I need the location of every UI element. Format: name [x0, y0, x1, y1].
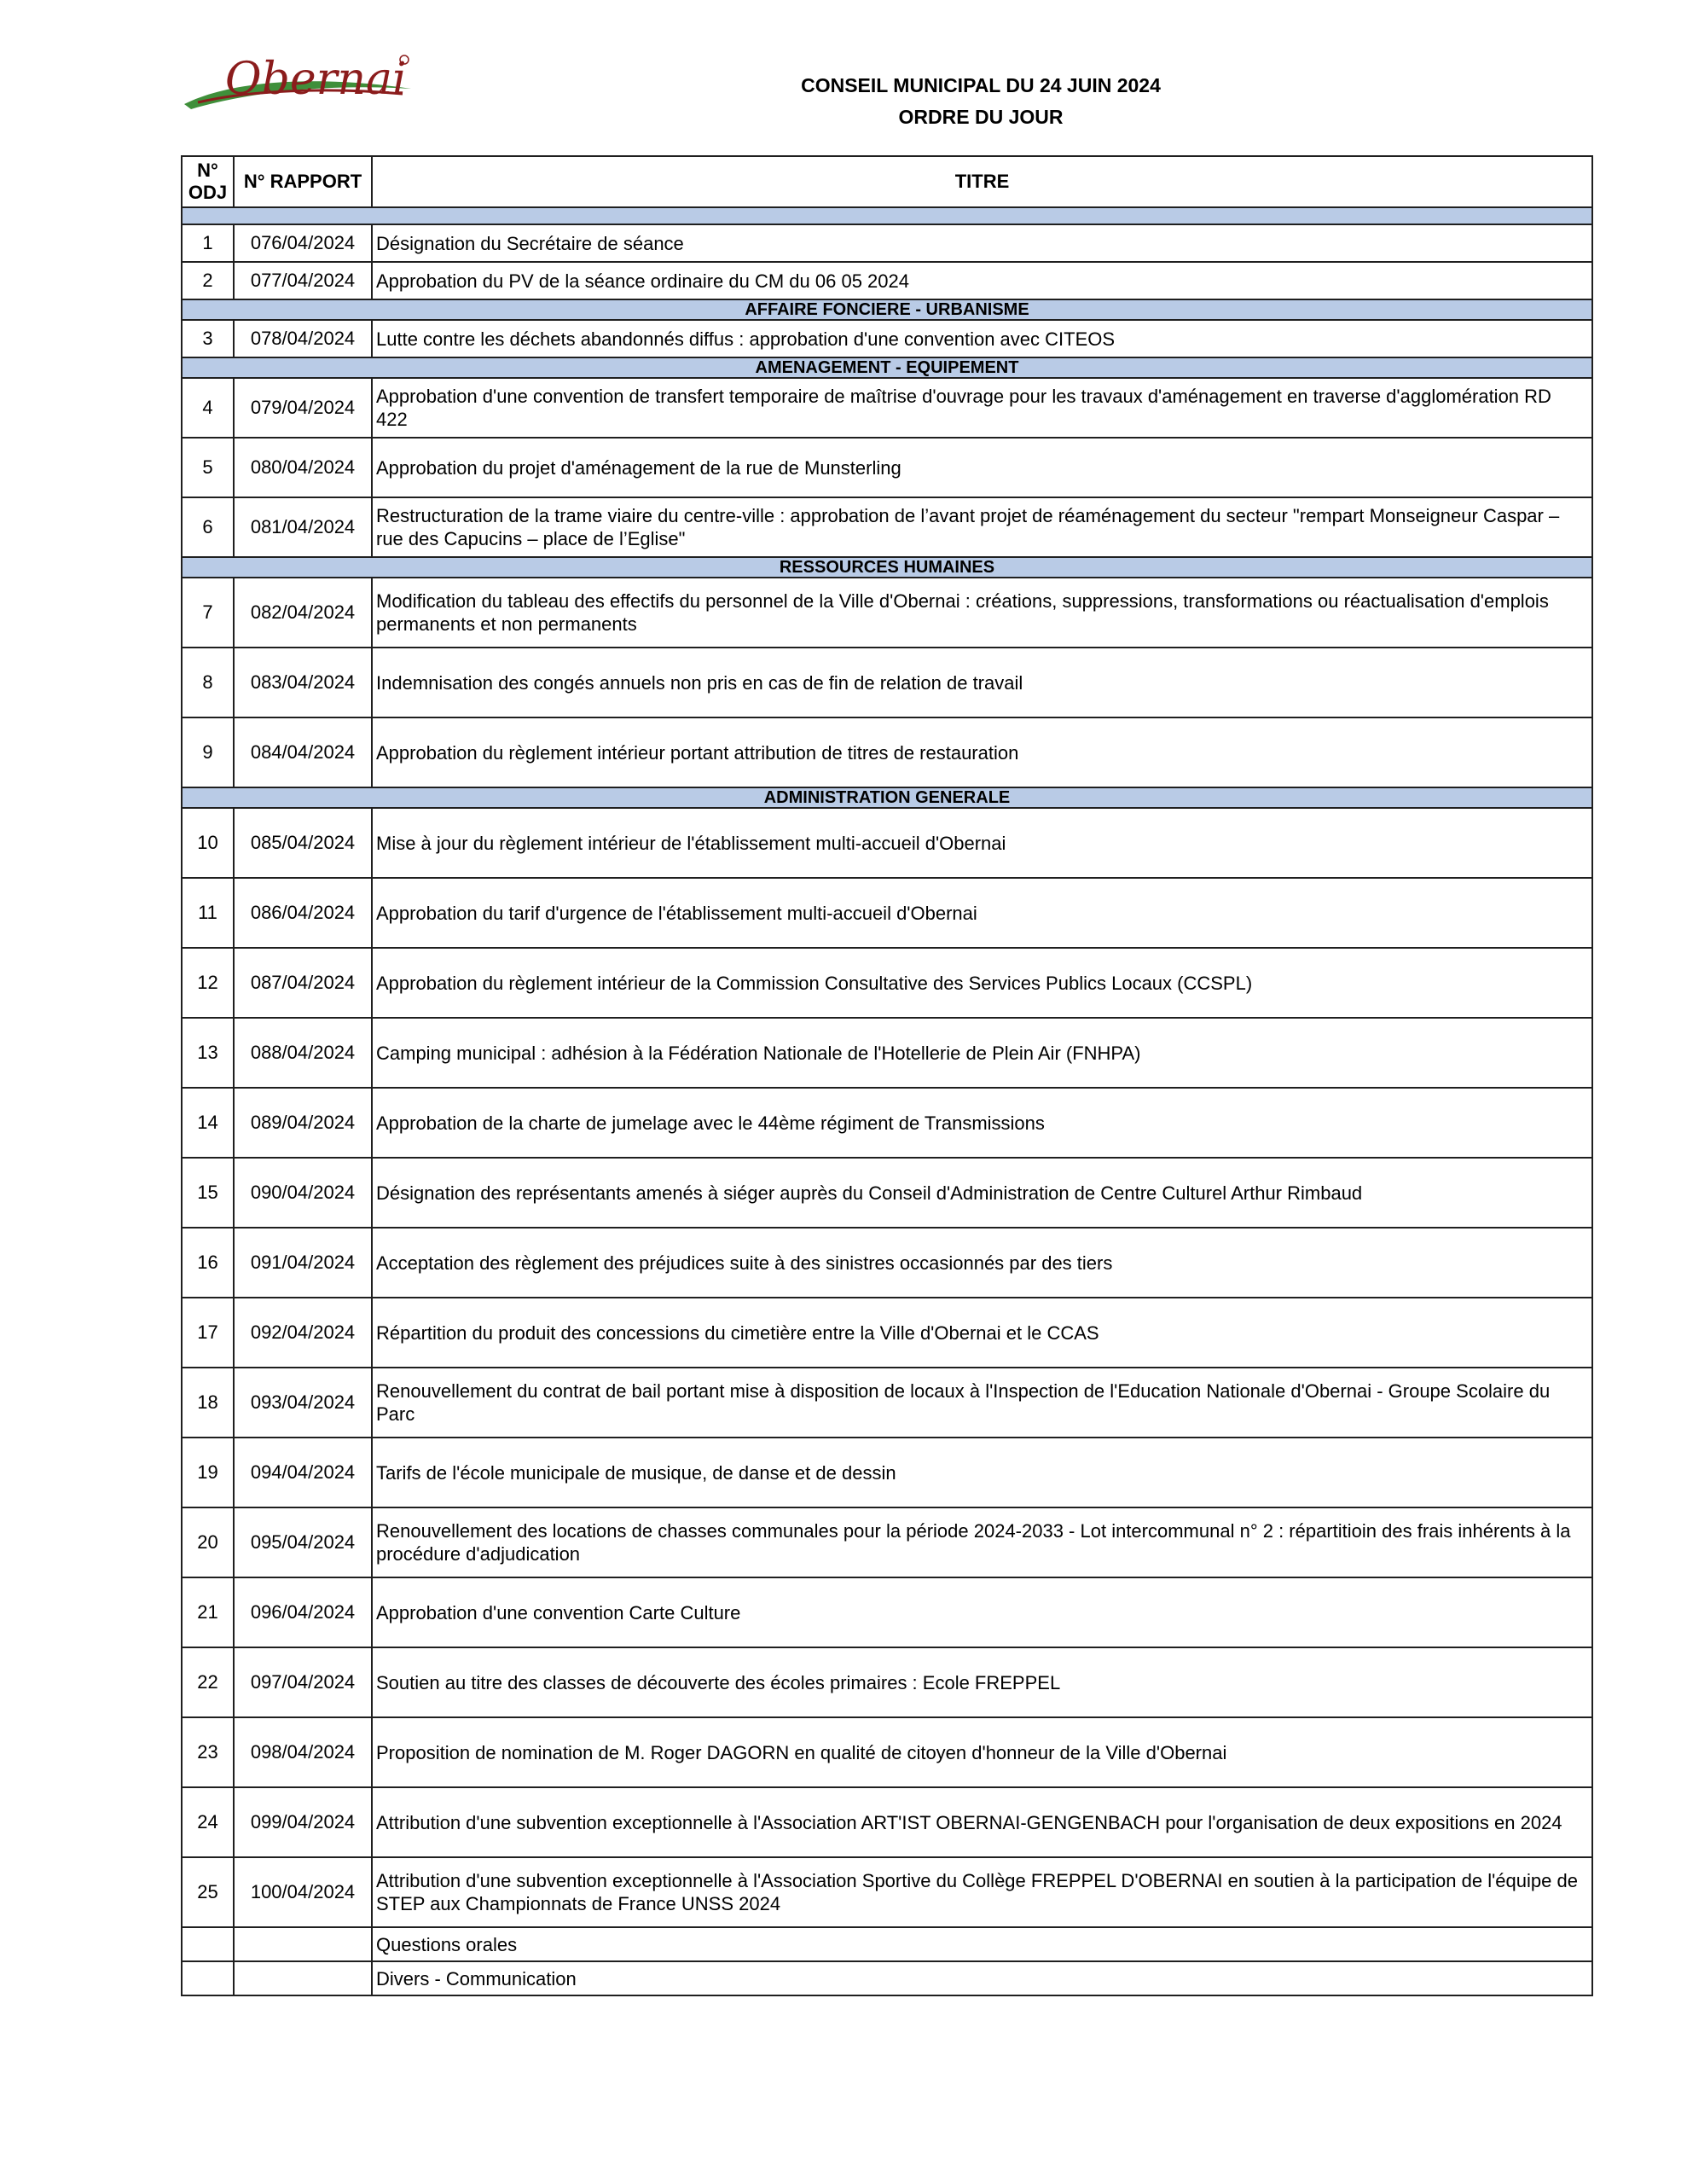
odj-number: 14 — [182, 1088, 234, 1158]
agenda-row — [182, 1857, 1592, 1927]
column-header-rapport: N° RAPPORT — [234, 156, 372, 207]
agenda-title: Approbation du règlement intérieur portant attribution de titres de restauration — [372, 717, 1592, 787]
agenda-title: ORDRE DU JOUR — [898, 106, 1064, 128]
agenda-row — [182, 578, 1592, 648]
agenda-row — [182, 320, 1592, 357]
agenda-title: Proposition de nomination de M. Roger DAGORN en qualité de citoyen d'honneur de la Ville d'Obernai — [372, 1717, 1592, 1787]
rapport-number — [234, 1927, 372, 1961]
odj-number: 24 — [182, 1787, 234, 1857]
svg-text:Obernai: Obernai — [225, 54, 407, 105]
section-row — [182, 299, 1592, 320]
odj-number: 10 — [182, 808, 234, 878]
agenda-title: Approbation d'une convention de transfert temporaire de maîtrise d'ouvrage pour les travaux d'aménagement en traverse d'agglomération RD 422 — [372, 378, 1592, 438]
section-row — [182, 557, 1592, 578]
agenda-row — [182, 1228, 1592, 1298]
header-spacer-row — [182, 207, 1592, 224]
odj-number: 11 — [182, 878, 234, 948]
agenda-title: Attribution d'une subvention exceptionnelle à l'Association ART'IST OBERNAI-GENGENBACH pour l'organisation de deux expositions en 2024 — [372, 1787, 1592, 1857]
rapport-number: 093/04/2024 — [234, 1368, 372, 1438]
agenda-row — [182, 378, 1592, 438]
agenda-title: Approbation d'une convention Carte Culture — [372, 1577, 1592, 1647]
agenda-row — [182, 878, 1592, 948]
agenda-title: Attribution d'une subvention exceptionnelle à l'Association Sportive du Collège FREPPEL D'OBERNAI en soutien à la participation de l'équipe de STEP aux Championnats de France UNSS 2024 — [372, 1857, 1592, 1927]
section-row — [182, 787, 1592, 808]
odj-number: 12 — [182, 948, 234, 1018]
agenda-title: Lutte contre les déchets abandonnés diffus : approbation d'une convention avec CITEOS — [372, 320, 1592, 357]
rapport-number: 100/04/2024 — [234, 1857, 372, 1927]
agenda-title: Acceptation des règlement des préjudices suite à des sinistres occasionnés par des tiers — [372, 1228, 1592, 1298]
agenda-row — [182, 717, 1592, 787]
section-heading: ADMINISTRATION GENERALE — [182, 787, 1592, 808]
rapport-number: 086/04/2024 — [234, 878, 372, 948]
agenda-title: Soutien au titre des classes de découverte des écoles primaires : Ecole FREPPEL — [372, 1647, 1592, 1717]
odj-number: 7 — [182, 578, 234, 648]
odj-number — [182, 1961, 234, 1995]
agenda-row — [182, 1787, 1592, 1857]
column-header-odj: N° ODJ — [182, 156, 234, 207]
section-row — [182, 357, 1592, 378]
rapport-number — [234, 1961, 372, 1995]
agenda-row — [182, 1577, 1592, 1647]
agenda-title: Approbation du tarif d'urgence de l'établissement multi-accueil d'Obernai — [372, 878, 1592, 948]
agenda-row — [182, 1018, 1592, 1088]
agenda-title: Approbation de la charte de jumelage avec le 44ème régiment de Transmissions — [372, 1088, 1592, 1158]
section-heading: RESSOURCES HUMAINES — [182, 557, 1592, 578]
agenda-row — [182, 1438, 1592, 1507]
rapport-number: 089/04/2024 — [234, 1088, 372, 1158]
odj-number: 25 — [182, 1857, 234, 1927]
column-header-titre: TITRE — [372, 156, 1592, 207]
agenda-row — [182, 1507, 1592, 1577]
rapport-number: 084/04/2024 — [234, 717, 372, 787]
section-heading: AFFAIRE FONCIERE - URBANISME — [182, 299, 1592, 320]
agenda-row — [182, 1927, 1592, 1961]
agenda-title: Camping municipal : adhésion à la Fédération Nationale de l'Hotellerie de Plein Air (FNHPA) — [372, 1018, 1592, 1088]
agenda-title: Renouvellement des locations de chasses communales pour la période 2024-2033 - Lot intercommunal n° 2 : répartitioin des frais inhérents à la procédure d'adjudication — [372, 1507, 1592, 1577]
rapport-number: 076/04/2024 — [234, 224, 372, 262]
odj-number: 19 — [182, 1438, 234, 1507]
odj-number: 1 — [182, 224, 234, 262]
agenda-title: Désignation du Secrétaire de séance — [372, 224, 1592, 262]
odj-number: 3 — [182, 320, 234, 357]
agenda-title: Questions orales — [372, 1927, 1592, 1961]
rapport-number: 082/04/2024 — [234, 578, 372, 648]
rapport-number: 091/04/2024 — [234, 1228, 372, 1298]
section-heading: AMENAGEMENT - EQUIPEMENT — [182, 357, 1592, 378]
spacer-cell — [182, 207, 1592, 224]
meeting-title: CONSEIL MUNICIPAL DU 24 JUIN 2024 — [801, 74, 1161, 96]
obernai-logo — [181, 49, 420, 121]
rapport-number: 085/04/2024 — [234, 808, 372, 878]
odj-number: 20 — [182, 1507, 234, 1577]
odj-number: 9 — [182, 717, 234, 787]
agenda-table — [181, 155, 1593, 1996]
agenda-title: Modification du tableau des effectifs du personnel de la Ville d'Obernai : créations, suppressions, transformations ou réactualisation d'emplois permanents et non permanents — [372, 578, 1592, 648]
agenda-title: Approbation du PV de la séance ordinaire du CM du 06 05 2024 — [372, 262, 1592, 299]
agenda-row — [182, 1298, 1592, 1368]
agenda-title: Désignation des représentants amenés à siéger auprès du Conseil d'Administration de Centre Culturel Arthur Rimbaud — [372, 1158, 1592, 1228]
rapport-number: 098/04/2024 — [234, 1717, 372, 1787]
agenda-title: Mise à jour du règlement intérieur de l'établissement multi-accueil d'Obernai — [372, 808, 1592, 878]
rapport-number: 095/04/2024 — [234, 1507, 372, 1577]
rapport-number: 087/04/2024 — [234, 948, 372, 1018]
odj-number: 22 — [182, 1647, 234, 1717]
rapport-number: 077/04/2024 — [234, 262, 372, 299]
agenda-row — [182, 1088, 1592, 1158]
agenda-row — [182, 648, 1592, 717]
odj-number: 5 — [182, 438, 234, 497]
agenda-title: Restructuration de la trame viaire du centre-ville : approbation de l’avant projet de réaménagement du secteur "rempart Monseigneur Caspar – rue des Capucins – place de l’Eglise" — [372, 497, 1592, 557]
agenda-title: Approbation du projet d'aménagement de la rue de Munsterling — [372, 438, 1592, 497]
odj-number: 17 — [182, 1298, 234, 1368]
rapport-number: 094/04/2024 — [234, 1438, 372, 1507]
agenda-title: Répartition du produit des concessions du cimetière entre la Ville d'Obernai et le CCAS — [372, 1298, 1592, 1368]
odj-number: 4 — [182, 378, 234, 438]
rapport-number: 097/04/2024 — [234, 1647, 372, 1717]
agenda-title: Tarifs de l'école municipale de musique, de danse et de dessin — [372, 1438, 1592, 1507]
agenda-row — [182, 438, 1592, 497]
odj-number: 8 — [182, 648, 234, 717]
rapport-number: 079/04/2024 — [234, 378, 372, 438]
rapport-number: 099/04/2024 — [234, 1787, 372, 1857]
document-header — [699, 70, 1262, 133]
odj-number: 16 — [182, 1228, 234, 1298]
agenda-title: Divers - Communication — [372, 1961, 1592, 1995]
agenda-row — [182, 224, 1592, 262]
agenda-title: Indemnisation des congés annuels non pris en cas de fin de relation de travail — [372, 648, 1592, 717]
odj-number: 6 — [182, 497, 234, 557]
rapport-number: 083/04/2024 — [234, 648, 372, 717]
table-header-row — [182, 156, 1592, 207]
rapport-number: 081/04/2024 — [234, 497, 372, 557]
agenda-row — [182, 1647, 1592, 1717]
odj-number: 23 — [182, 1717, 234, 1787]
odj-number: 15 — [182, 1158, 234, 1228]
agenda-body — [182, 207, 1592, 1995]
odj-number: 2 — [182, 262, 234, 299]
rapport-number: 078/04/2024 — [234, 320, 372, 357]
agenda-title: Renouvellement du contrat de bail portant mise à disposition de locaux à l'Inspection de l'Education Nationale d'Obernai - Groupe Scolaire du Parc — [372, 1368, 1592, 1438]
rapport-number: 090/04/2024 — [234, 1158, 372, 1228]
agenda-row — [182, 1368, 1592, 1438]
agenda-row — [182, 948, 1592, 1018]
agenda-row — [182, 1717, 1592, 1787]
agenda-title: Approbation du règlement intérieur de la Commission Consultative des Services Publics Locaux (CCSPL) — [372, 948, 1592, 1018]
rapport-number: 088/04/2024 — [234, 1018, 372, 1088]
agenda-row — [182, 497, 1592, 557]
agenda-row — [182, 1961, 1592, 1995]
rapport-number: 096/04/2024 — [234, 1577, 372, 1647]
odj-number: 21 — [182, 1577, 234, 1647]
odj-number: 18 — [182, 1368, 234, 1438]
odj-number — [182, 1927, 234, 1961]
rapport-number: 092/04/2024 — [234, 1298, 372, 1368]
agenda-row — [182, 262, 1592, 299]
agenda-row — [182, 1158, 1592, 1228]
odj-number: 13 — [182, 1018, 234, 1088]
agenda-row — [182, 808, 1592, 878]
rapport-number: 080/04/2024 — [234, 438, 372, 497]
